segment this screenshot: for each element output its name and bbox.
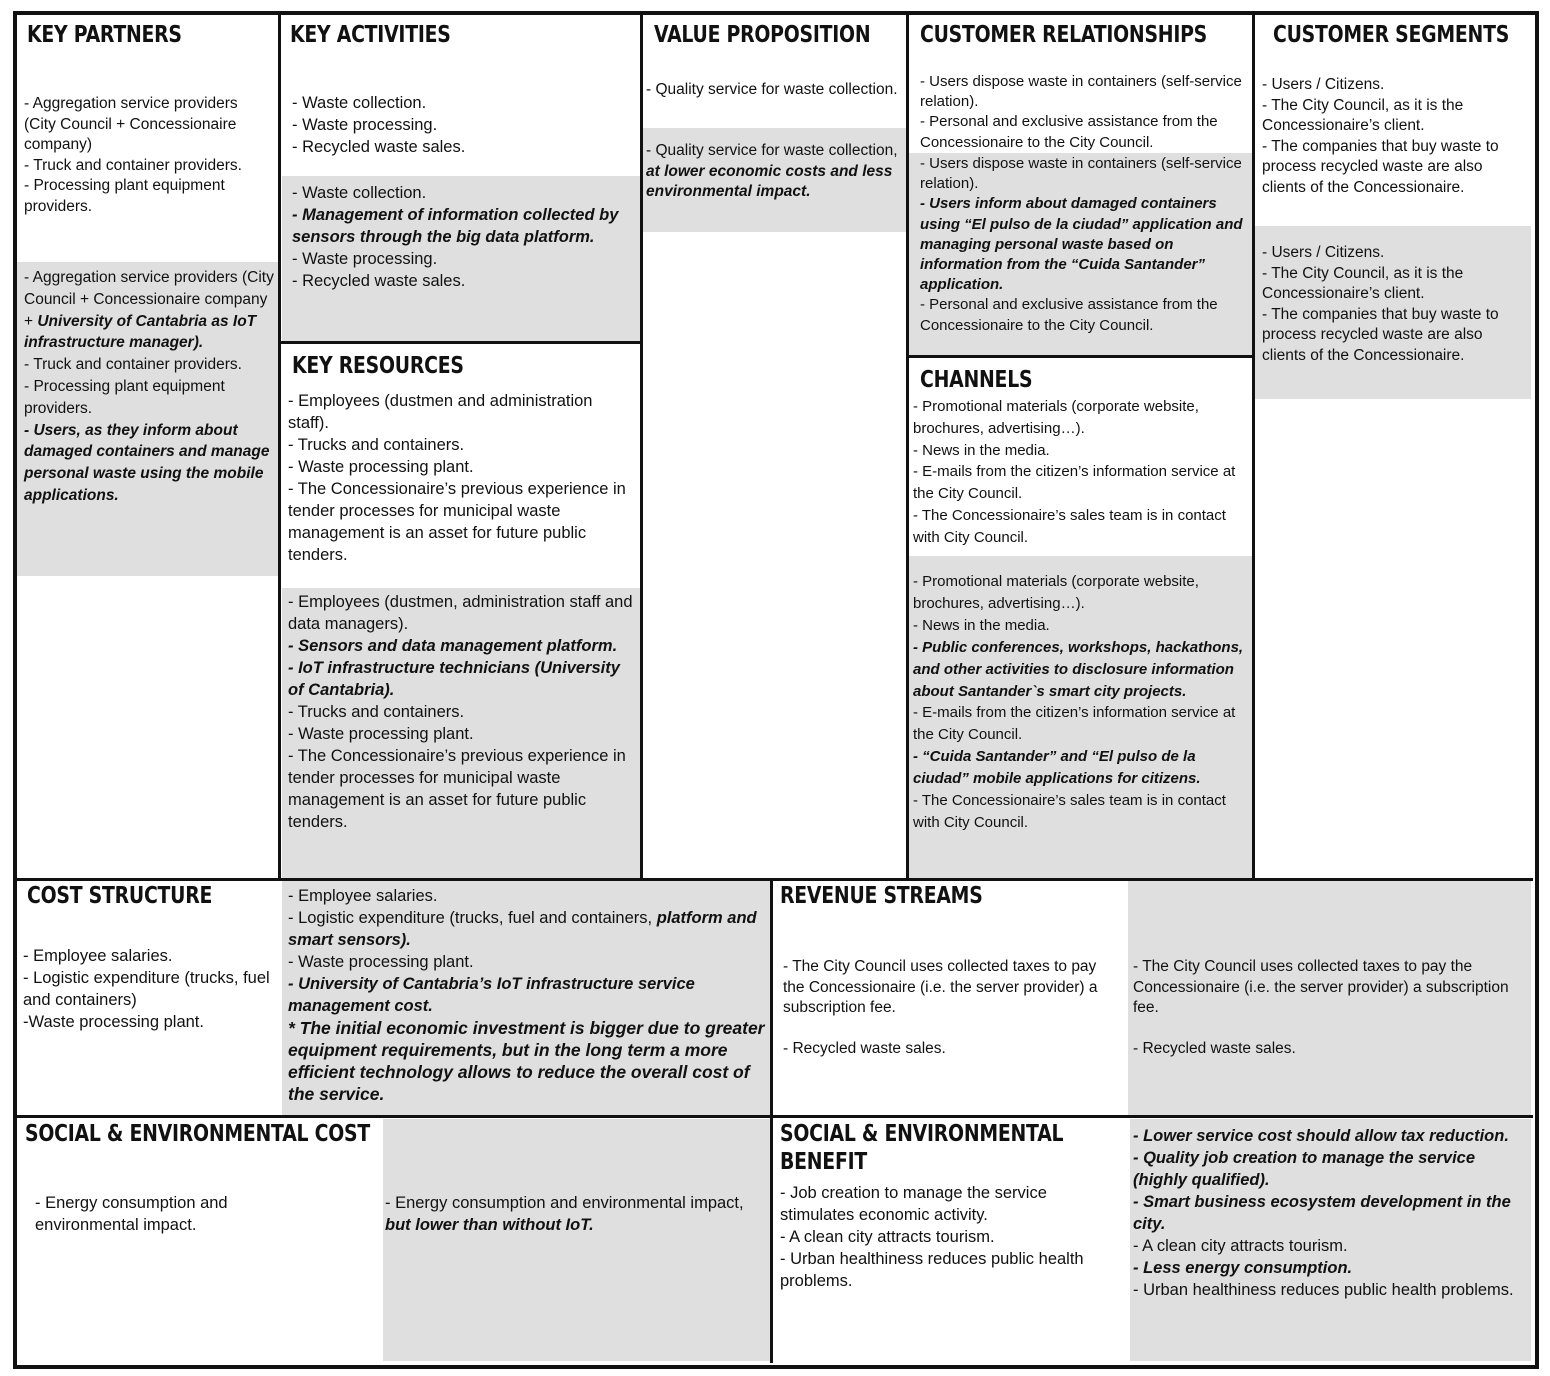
list-item: - The City Council, as it is the Concessionaire’s client. <box>1262 264 1464 302</box>
divider <box>770 880 773 1363</box>
divider <box>280 341 641 344</box>
list-item: - Urban healthiness reduces public health problems. <box>1133 1281 1514 1299</box>
revenue-streams-title: REVENUE STREAMS <box>780 883 983 909</box>
list-item: - A clean city attracts tourism. <box>1133 1237 1348 1255</box>
customer-segments-current <box>1262 75 1528 198</box>
list-item: - The companies that buy waste to process recycled waste are also clients of the Concessionaire. <box>1262 137 1499 196</box>
list-item: - Recycled waste sales. <box>783 1039 946 1057</box>
list-item: - Trucks and containers. <box>288 703 465 721</box>
revenue-streams-current <box>783 957 1113 1059</box>
list-item: - Recycled waste sales. <box>292 272 466 290</box>
list-item: - Employees (dustmen and administration staff). <box>288 392 593 432</box>
divider <box>278 13 281 879</box>
list-item: - Aggregation service providers (City Council + Concessionaire company + University of Cantabria as IoT infrastructure manager). <box>24 269 274 352</box>
channels-title: CHANNELS <box>920 367 1033 393</box>
list-item: - Job creation to manage the service stimulates economic activity. <box>780 1184 1047 1224</box>
list-item: - Waste collection. <box>292 94 427 112</box>
social-benefit-current <box>780 1182 1120 1292</box>
list-item: - The Concessionaire’s previous experience in tender processes for municipal waste management is an asset for future public tenders. <box>288 747 626 831</box>
cost-structure-current <box>23 945 281 1033</box>
list-item: - Processing plant equipment providers. <box>24 177 225 215</box>
list-item: - Quality service for waste collection. <box>646 81 898 98</box>
list-item: - Users / Citizens. <box>1262 76 1385 93</box>
list-item: - The companies that buy waste to process recycled waste are also clients of the Concessionaire. <box>1262 305 1499 364</box>
list-item: - Waste processing. <box>292 250 438 268</box>
key-partners-current <box>24 94 272 217</box>
list-item: - Management of information collected by sensors through the big data platform. <box>292 206 619 246</box>
social-cost-iot <box>385 1192 765 1236</box>
customer-segments-title: CUSTOMER SEGMENTS <box>1273 22 1510 48</box>
list-item: - Logistic expenditure (trucks, fuel and containers) <box>23 969 270 1009</box>
divider <box>1252 13 1255 879</box>
list-item: - The City Council uses collected taxes to pay the Concessionaire (i.e. the server provider) a subscription fee. <box>1133 958 1509 1016</box>
customer-relationships-current <box>920 72 1248 153</box>
list-item: - News in the media. <box>913 616 1050 634</box>
divider <box>15 878 1533 881</box>
customer-relationships-iot <box>920 154 1248 336</box>
list-item: - Energy consumption and environmental impact, but lower than without IoT. <box>385 1194 744 1234</box>
list-item: - Users inform about damaged containers using “El pulso de la ciudad” application and managing personal waste based on information from the “Cuida Santander” application. <box>920 195 1243 294</box>
list-item: - Logistic expenditure (trucks, fuel and containers, platform and smart sensors). <box>288 909 757 949</box>
list-item: - E-mails from the citizen’s information service at the City Council. <box>913 463 1236 503</box>
list-item: - Employee salaries. <box>23 947 173 965</box>
list-item: - The Concessionaire’s sales team is in contact with City Council. <box>913 792 1226 831</box>
list-item: - Lower service cost should allow tax reduction. <box>1133 1127 1509 1145</box>
divider <box>906 13 909 879</box>
value-proposition-current <box>646 80 902 101</box>
list-item: - Waste processing. <box>292 116 438 134</box>
list-item: - University of Cantabria’s IoT infrastructure service management cost. <box>288 975 695 1015</box>
value-proposition-title: VALUE PROPOSITION <box>654 22 871 48</box>
list-item: - Aggregation service providers (City Council + Concessionaire company) <box>24 95 238 153</box>
key-resources-current <box>288 390 634 566</box>
list-item: - Sensors and data management platform. <box>288 637 618 655</box>
key-activities-title: KEY ACTIVITIES <box>290 22 451 48</box>
key-resources-iot <box>288 591 634 833</box>
list-item: - Waste processing plant. <box>288 458 474 476</box>
key-partners-iot <box>24 267 276 507</box>
list-item: - Personal and exclusive assistance from the Concessionaire to the City Council. <box>920 296 1218 334</box>
list-item: - Promotional materials (corporate website, brochures, advertising…). <box>913 398 1199 437</box>
customer-segments-iot <box>1262 243 1528 366</box>
cost-structure-iot <box>288 885 768 1105</box>
key-resources-title: KEY RESOURCES <box>292 353 464 379</box>
value-proposition-iot <box>646 141 904 203</box>
social-cost-title: SOCIAL & ENVIRONMENTAL COST <box>25 1121 370 1147</box>
social-cost-current <box>35 1192 335 1236</box>
list-item: - E-mails from the citizen’s information service at the City Council. <box>913 704 1236 744</box>
list-item: - Quality service for waste collection, at lower economic costs and less environmental impact. <box>646 142 898 200</box>
list-item: - Truck and container providers. <box>24 356 242 374</box>
list-item: -Waste processing plant. <box>23 1013 204 1031</box>
list-item: - Public conferences, workshops, hackathons, and other activities to disclosure information about Santander`s smart city projects. <box>913 638 1244 700</box>
channels-current <box>913 396 1247 549</box>
list-item: - Energy consumption and environmental impact. <box>35 1194 228 1234</box>
list-item: - Recycled waste sales. <box>1133 1039 1296 1057</box>
customer-relationships-title: CUSTOMER RELATIONSHIPS <box>920 22 1208 48</box>
list-item: - The City Council uses collected taxes to pay the Concessionaire (i.e. the server provider) a subscription fee. <box>783 958 1098 1016</box>
list-item: - Waste processing plant. <box>288 725 474 743</box>
key-activities-iot <box>292 182 634 292</box>
list-item: - Promotional materials (corporate website, brochures, advertising…). <box>913 573 1199 612</box>
channels-iot <box>913 571 1249 834</box>
list-item: - Users / Citizens. <box>1262 244 1385 261</box>
list-item: - Users dispose waste in containers (self-service relation). <box>920 155 1242 193</box>
list-item: - Trucks and containers. <box>288 436 465 454</box>
list-item: - News in the media. <box>913 441 1050 459</box>
key-activities-current <box>292 92 632 158</box>
social-benefit-title: SOCIAL & ENVIRONMENTAL BENEFIT <box>780 1121 1064 1175</box>
list-item: - Waste collection. <box>292 184 427 202</box>
list-item: - Users, as they inform about damaged containers and manage personal waste using the mobile applications. <box>24 421 270 504</box>
list-item: - Employees (dustmen, administration staff and data managers). <box>288 593 633 633</box>
list-item: - IoT infrastructure technicians (University of Cantabria). <box>288 659 620 699</box>
list-item: - Smart business ecosystem development in the city. <box>1133 1193 1511 1233</box>
list-item: - The Concessionaire’s sales team is in contact with City Council. <box>913 506 1226 546</box>
key-partners-title: KEY PARTNERS <box>27 22 182 48</box>
list-item: - Personal and exclusive assistance from the Concessionaire to the City Council. <box>920 113 1218 151</box>
list-item: - Quality job creation to manage the service (highly qualified). <box>1133 1149 1476 1189</box>
divider <box>640 13 643 879</box>
list-item: - Waste processing plant. <box>288 953 474 971</box>
list-item: * The initial economic investment is bigger due to greater equipment requirements, but in the long term a more efficient technology allows to reduce the overall cost of the service. <box>288 1018 765 1104</box>
cost-structure-title: COST STRUCTURE <box>27 883 213 909</box>
social-benefit-iot <box>1133 1125 1525 1301</box>
list-item: - Truck and container providers. <box>24 156 242 174</box>
list-item: - The City Council, as it is the Concessionaire’s client. <box>1262 96 1464 134</box>
list-item: - Processing plant equipment providers. <box>24 377 225 417</box>
revenue-streams-iot <box>1133 957 1523 1059</box>
list-item: - “Cuida Santander” and “El pulso de la ciudad” mobile applications for citizens. <box>913 748 1201 788</box>
list-item: - A clean city attracts tourism. <box>780 1228 995 1246</box>
divider <box>15 1115 1533 1118</box>
list-item: - The Concessionaire’s previous experience in tender processes for municipal waste management is an asset for future public tenders. <box>288 480 626 564</box>
list-item: - Users dispose waste in containers (self-service relation). <box>920 73 1242 111</box>
list-item: - Urban healthiness reduces public health problems. <box>780 1250 1084 1290</box>
list-item: - Recycled waste sales. <box>292 138 466 156</box>
divider <box>908 355 1254 358</box>
list-item: - Less energy consumption. <box>1133 1259 1353 1277</box>
list-item: - Employee salaries. <box>288 887 438 905</box>
